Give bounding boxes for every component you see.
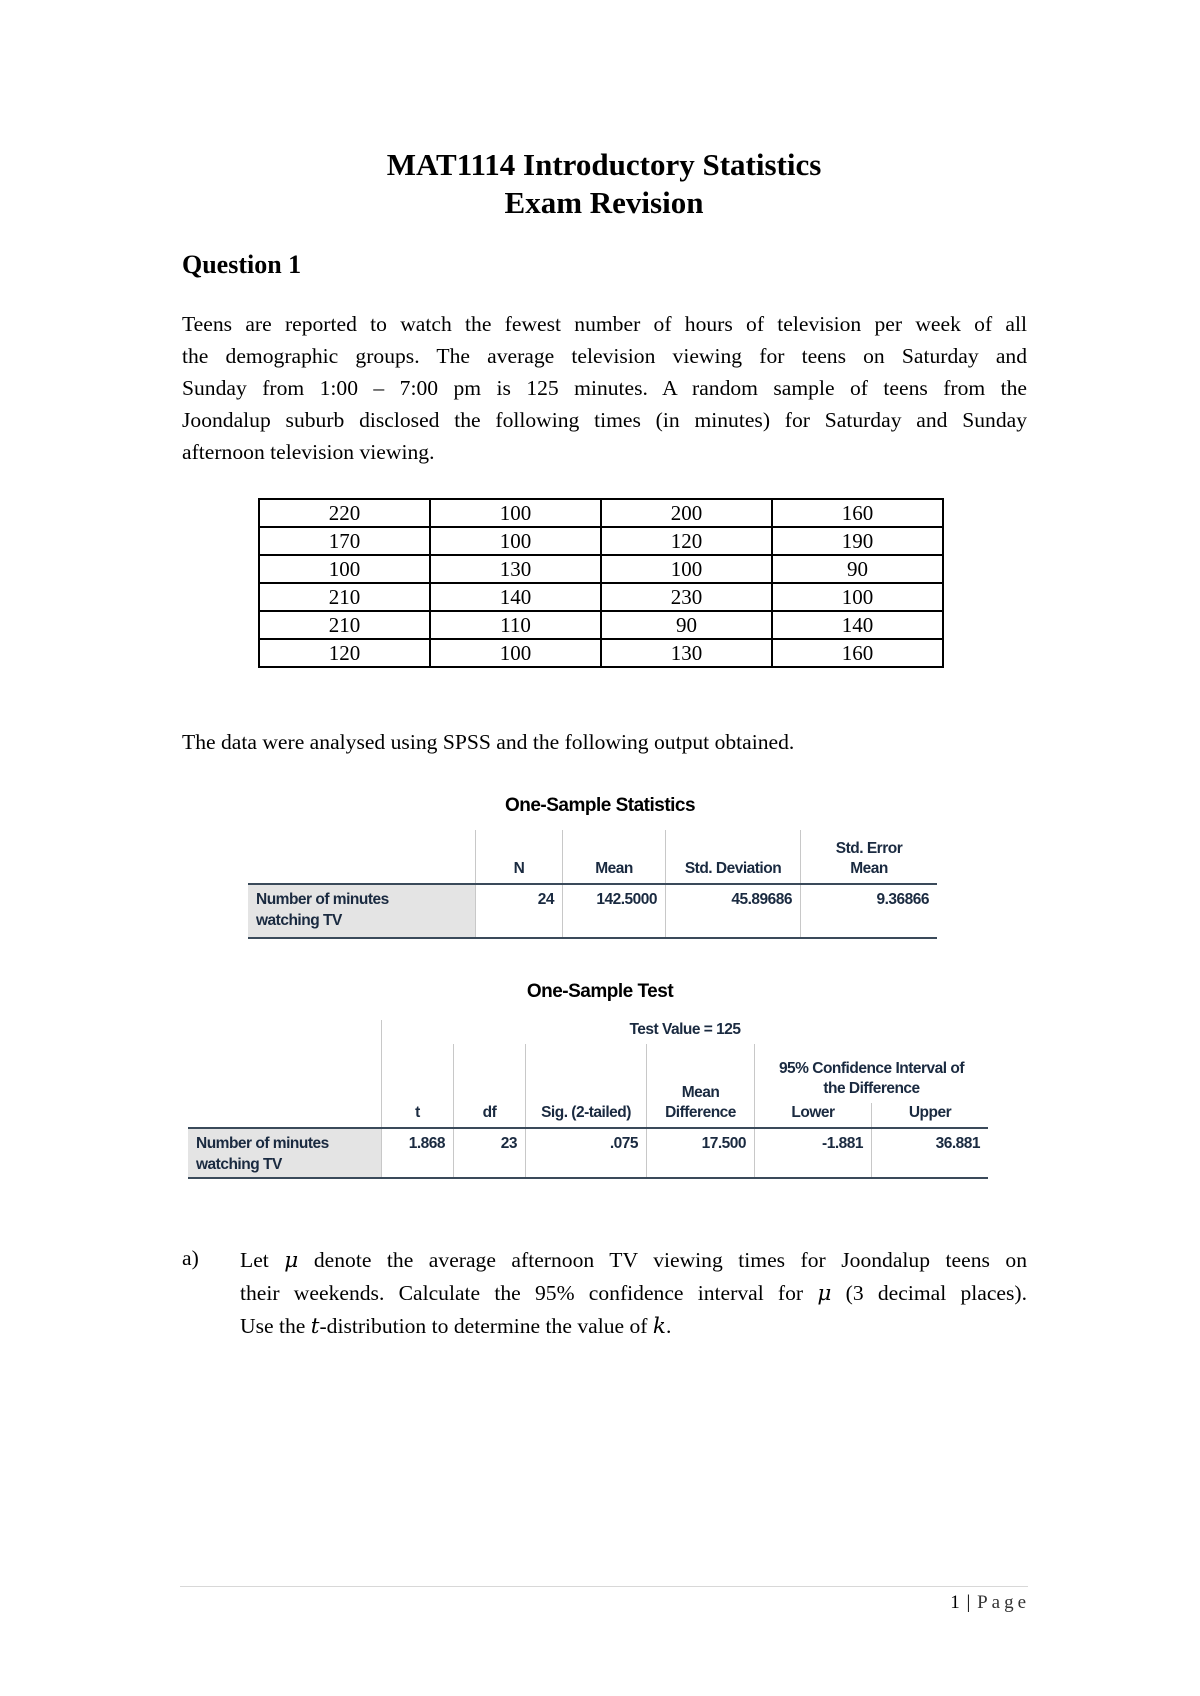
table-cell: 140 bbox=[430, 583, 601, 611]
table-cell: 90 bbox=[601, 611, 772, 639]
header-upper: Upper bbox=[871, 1103, 988, 1127]
document-title: MAT1114 Introductory Statistics bbox=[386, 147, 822, 182]
part-a-line-1: Let μ denote the average afternoon TV viewing times for Joondalup teens on bbox=[240, 1248, 1027, 1273]
table-cell: 160 bbox=[772, 499, 943, 527]
page-footer: 1 | Page bbox=[950, 1592, 1030, 1613]
table-cell: 170 bbox=[259, 527, 430, 555]
header-std-error-line1: Std. Error bbox=[835, 840, 903, 857]
table-cell: 130 bbox=[601, 639, 772, 667]
table-cell: 140 bbox=[772, 611, 943, 639]
value-n: 24 bbox=[476, 884, 563, 938]
table-cell: 220 bbox=[259, 499, 430, 527]
table-cell: 200 bbox=[601, 499, 772, 527]
value-lower: -1.881 bbox=[755, 1128, 872, 1178]
table-row bbox=[259, 527, 943, 555]
table-row bbox=[259, 555, 943, 583]
table-cell: 100 bbox=[259, 555, 430, 583]
intro-line: Joondalup suburb disclosed the following times (in minutes) for Saturday and Sunday bbox=[182, 408, 1027, 432]
header-df: df bbox=[454, 1044, 526, 1128]
value-std-error: 9.36866 bbox=[801, 884, 938, 938]
value-df: 23 bbox=[454, 1128, 526, 1178]
part-a-line-3: Use the t-distribution to determine the value of k. bbox=[240, 1314, 672, 1339]
table-cell: 130 bbox=[430, 555, 601, 583]
value-sig: .075 bbox=[526, 1128, 647, 1178]
value-mean: 142.5000 bbox=[563, 884, 666, 938]
ci-header-group bbox=[755, 1044, 989, 1128]
table-row bbox=[259, 639, 943, 667]
table-cell: 100 bbox=[601, 555, 772, 583]
header-std-error bbox=[801, 830, 938, 884]
table-cell: 100 bbox=[430, 527, 601, 555]
table-row bbox=[259, 611, 943, 639]
test-value-header: Test Value = 125 bbox=[382, 1020, 989, 1044]
mu-symbol: μ bbox=[817, 1281, 832, 1306]
footer-divider bbox=[180, 1586, 1028, 1587]
table-cell: 210 bbox=[259, 583, 430, 611]
ci-header: 95% Confidence Interval of the Difference bbox=[778, 1060, 965, 1097]
k-symbol: k bbox=[652, 1314, 666, 1339]
table-row bbox=[259, 583, 943, 611]
header-mean: Mean bbox=[563, 830, 666, 884]
table-cell: 160 bbox=[772, 639, 943, 667]
header-n: N bbox=[476, 830, 563, 884]
document-subtitle: Exam Revision bbox=[504, 185, 704, 220]
header-std-deviation: Std. Deviation bbox=[666, 830, 801, 884]
table-cell: 100 bbox=[772, 583, 943, 611]
table-cell: 100 bbox=[430, 639, 601, 667]
header-mean-difference: Mean Difference bbox=[647, 1044, 755, 1128]
table-cell: 100 bbox=[430, 499, 601, 527]
table-cell: 190 bbox=[772, 527, 943, 555]
page-number: 1 bbox=[950, 1592, 961, 1613]
header-t: t bbox=[382, 1044, 454, 1128]
value-upper: 36.881 bbox=[872, 1128, 989, 1178]
part-a-label: a) bbox=[182, 1246, 199, 1270]
table-row bbox=[259, 499, 943, 527]
intro-line: Teens are reported to watch the fewest number of hours of television per week of all bbox=[182, 312, 1027, 336]
value-std-deviation: 45.89686 bbox=[666, 884, 801, 938]
value-mean-difference: 17.500 bbox=[647, 1128, 755, 1178]
part-a-line-2: their weekends. Calculate the 95% confidence interval for μ (3 decimal places). bbox=[240, 1281, 1027, 1306]
part-a-text bbox=[240, 1244, 1027, 1343]
table-cell: 120 bbox=[601, 527, 772, 555]
value-t: 1.868 bbox=[382, 1128, 454, 1178]
table-cell: 230 bbox=[601, 583, 772, 611]
intro-line: afternoon television viewing. bbox=[182, 440, 435, 464]
viewing-times-table bbox=[258, 498, 944, 668]
header-lower: Lower bbox=[791, 1104, 835, 1121]
page-word: Page bbox=[977, 1592, 1030, 1613]
t-symbol: t bbox=[310, 1314, 320, 1339]
intro-line: the demographic groups. The average television viewing for teens on Saturday and bbox=[182, 344, 1027, 368]
table-cell: 90 bbox=[772, 555, 943, 583]
table-cell: 210 bbox=[259, 611, 430, 639]
table-cell: 120 bbox=[259, 639, 430, 667]
one-sample-statistics-table bbox=[248, 830, 937, 939]
intro-line: Sunday from 1:00 – 7:00 pm is 125 minutes. A random sample of teens from the bbox=[182, 376, 1027, 400]
question-heading: Question 1 bbox=[182, 250, 302, 279]
spss-intro-text: The data were analysed using SPSS and the following output obtained. bbox=[182, 730, 795, 754]
table-cell: 110 bbox=[430, 611, 601, 639]
row-label: Number of minutes watching TV bbox=[188, 1128, 382, 1178]
one-sample-test-table bbox=[188, 1020, 988, 1179]
header-sig: Sig. (2-tailed) bbox=[526, 1044, 647, 1128]
row-label: Number of minutes watching TV bbox=[248, 884, 476, 938]
header-std-error-line2: Mean bbox=[850, 860, 888, 877]
statistics-caption: One-Sample Statistics bbox=[504, 795, 696, 816]
question-intro bbox=[182, 308, 1027, 468]
mu-symbol: μ bbox=[284, 1248, 299, 1273]
test-caption: One-Sample Test bbox=[526, 981, 674, 1002]
